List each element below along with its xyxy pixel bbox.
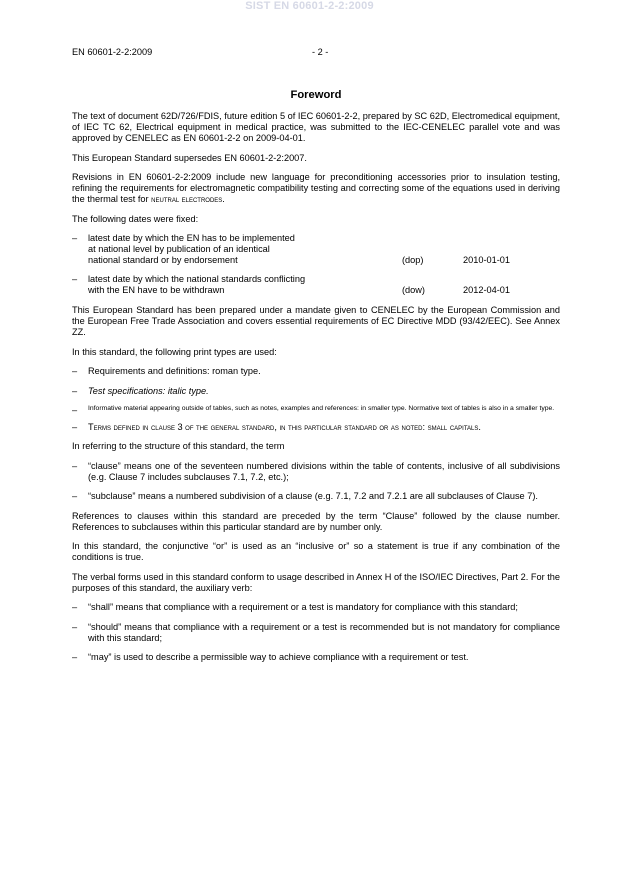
list-dash: – — [72, 405, 78, 415]
date-text: at national level by publication of an identical — [88, 244, 270, 254]
list-item-text: Test specifications: italic type. — [88, 385, 209, 396]
list-item-text: Requirements and definitions: roman type. — [88, 366, 261, 376]
list-item-text: “shall” means that compliance with a requirement or a test is mandatory for compliance with this standard; — [88, 602, 518, 612]
intro-paragraph: The text of document 62D/726/FDIS, future edition 5 of IEC 60601-2-2, prepared by SC 62D, Electromedical equipment, of IEC TC 62, Electrical equipment in medical practice, was submitted to the IEC-CENELEC parallel vote and was approved by CENELEC as EN 60601-2-2 on 2009-04-01. — [72, 111, 560, 143]
list-item — [72, 622, 560, 644]
revisions-text: Revisions in EN 60601-2-2:2009 include new language for preconditioning accessories prior to insulation testing, refining the requirements for electromagnetic compatibility testing and correcting some of the equations used in deriving the thermal test for — [72, 172, 560, 204]
page-title: Foreword — [290, 89, 342, 101]
date-item-dow — [72, 274, 560, 296]
dates-list — [72, 233, 560, 296]
date-line — [88, 233, 560, 244]
dates-intro: The following dates were fixed: — [72, 213, 199, 224]
conjunctive-paragraph: In this standard, the conjunctive “or” is used as an “inclusive or” so a statement is true if any combination of the conditions is true. — [72, 541, 560, 562]
list-dash: – — [72, 274, 78, 284]
list-item — [72, 652, 560, 663]
list-dash: – — [72, 602, 78, 612]
verbal-forms-paragraph: The verbal forms used in this standard conform to usage described in Annex H of the ISO/IEC Directives, Part 2. For the purposes of this standard, the auxiliary verb: — [72, 571, 560, 593]
print-types-intro: In this standard, the following print types are used: — [72, 346, 277, 357]
date-text: latest date by which the EN has to be implemented — [88, 233, 295, 243]
print-types-list — [72, 366, 560, 433]
references-paragraph: References to clauses within this standard are preceded by the term “Clause” followed by the clause number. References to subclauses within this particular standard are by number only. — [72, 510, 560, 532]
watermark: SIST EN 60601-2-2:2009 — [245, 0, 374, 12]
list-item-text: “should” means that compliance with a requirement or a test is recommended but is not mandatory for compliance with this standard; — [88, 621, 560, 643]
page-body — [72, 89, 560, 672]
list-item — [72, 491, 560, 502]
revisions-end: . — [222, 194, 225, 204]
date-item-dop — [72, 233, 560, 266]
list-item-text: “clause” means one of the seventeen numbered divisions within the table of contents, inclusive of all subdivisions (e.g. Clause 7 includes subclauses 7.1, 7.2, etc.); — [88, 460, 560, 482]
revisions-paragraph — [72, 172, 560, 205]
date-value: 2010-01-01 — [463, 255, 510, 265]
mandate-paragraph: This European Standard has been prepared under a mandate given to CENELEC by the European Commission and the European Free Trade Association and covers essential requirements of EC Directive MDD (93/42/EEC). See Annex ZZ. — [72, 305, 560, 337]
list-dash: – — [72, 385, 78, 396]
revisions-term: neutral electrodes — [151, 194, 223, 204]
date-code: (dow) — [402, 285, 425, 295]
list-item-text: Informative material appearing outside of tables, such as notes, examples and references: in smaller type. Normative text of tables is also in a smaller type. — [88, 405, 555, 412]
date-line — [88, 244, 560, 255]
list-item — [72, 366, 560, 377]
list-dash: – — [72, 233, 78, 243]
list-item — [72, 405, 560, 413]
document-id: EN 60601-2-2:2009 — [72, 47, 153, 57]
list-item-text: “subclause” means a numbered subdivision of a clause (e.g. 7.1, 7.2 and 7.2.1 are all subclauses of Clause 7). — [88, 491, 538, 501]
list-dash: – — [72, 460, 78, 471]
list-item — [72, 461, 560, 483]
list-item — [72, 602, 560, 613]
verbs-list — [72, 602, 560, 663]
supersedes-paragraph: This European Standard supersedes EN 60601-2-2:2007. — [72, 152, 307, 163]
date-text: latest date by which the national standards conflicting — [88, 274, 306, 284]
list-dash: – — [72, 491, 78, 501]
date-value: 2012-04-01 — [463, 285, 510, 295]
list-dash: – — [72, 421, 78, 432]
structure-intro: In referring to the structure of this standard, the term — [72, 441, 285, 451]
date-line — [88, 274, 560, 285]
list-dash: – — [72, 366, 78, 376]
date-line — [88, 285, 560, 296]
list-item — [72, 386, 560, 397]
list-item — [72, 422, 560, 433]
date-text: national standard or by endorsement — [88, 255, 238, 265]
date-line — [88, 255, 560, 266]
structure-terms-list — [72, 461, 560, 503]
list-item-text: “may” is used to describe a permissible way to achieve compliance with a requirement or test. — [88, 652, 469, 662]
list-item-text: Terms defined in clause 3 of the general standard, in this particular standard or as noted: small capitals. — [88, 421, 481, 432]
date-text: with the EN have to be withdrawn — [88, 285, 225, 295]
date-code: (dop) — [402, 255, 424, 265]
list-dash: – — [72, 621, 78, 632]
list-dash: – — [72, 652, 78, 662]
page-number: - 2 - — [312, 47, 329, 57]
